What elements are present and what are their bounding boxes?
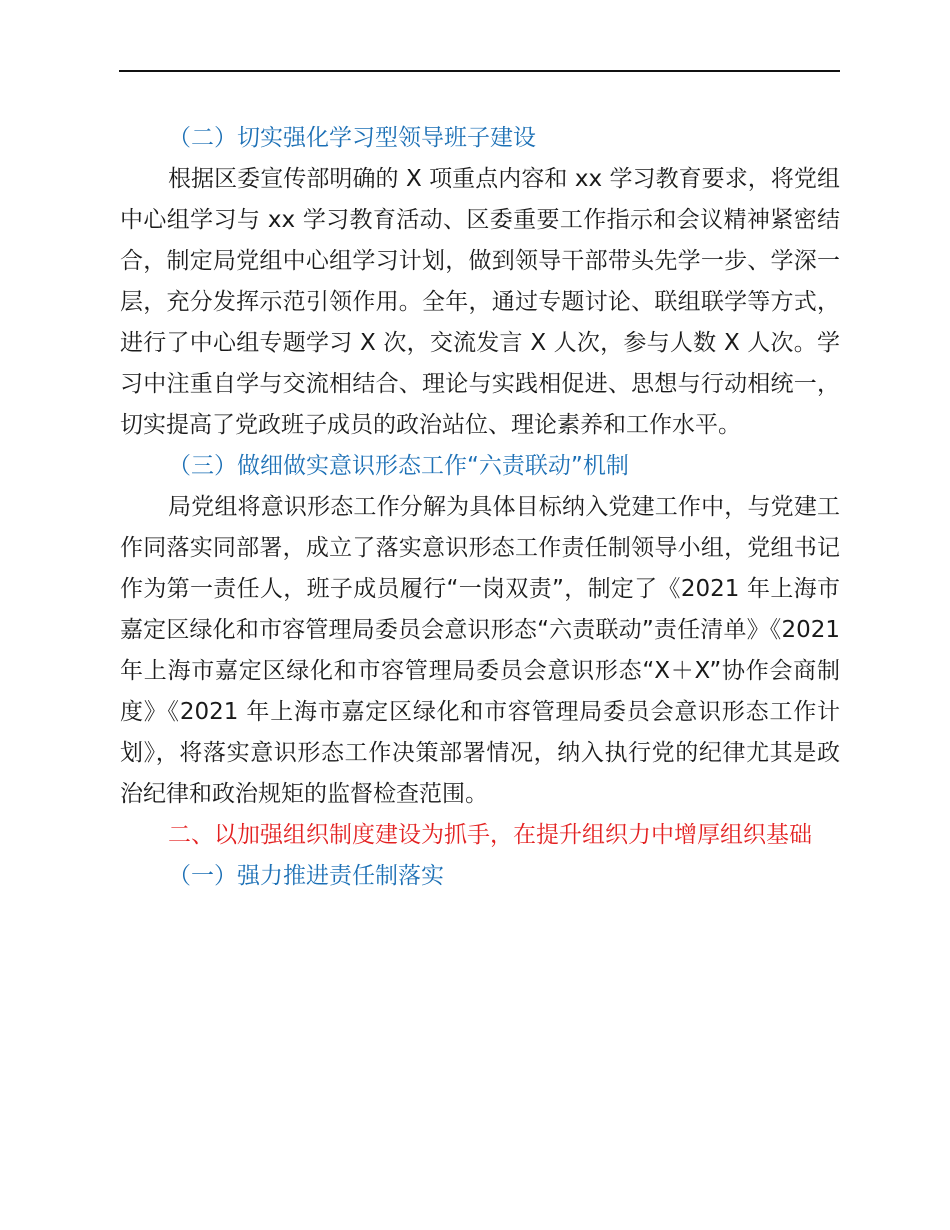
document-body: [120, 118, 840, 897]
section-heading-2: 二、以加强组织制度建设为抓手，在提升组织力中增厚组织基础: [168, 822, 812, 848]
subheading-1: （一）强力推进责任制落实: [168, 863, 444, 889]
subheading-3: （三）做细做实意识形态工作“六责联动”机制: [168, 453, 629, 479]
header-rule: [119, 70, 840, 72]
subheading-2: （二）切实强化学习型领导班子建设: [168, 125, 536, 151]
body-paragraph-2: 局党组将意识形态工作分解为具体目标纳入党建工作中，与党建工作同落实同部署，成立了落实意识形态工作责任制领导小组，党组书记作为第一责任人，班子成员履行“一岗双责”，制定了《2021 年上海市嘉定区绿化和市容管理局委员会意识形态“六责联动”责任清单》《2021 年上海市嘉定区绿化和市容管理局委员会意识形态“X＋X”协作会商制度》《2021 年上海市嘉定区绿化和市容管理局委员会意识形态工作计划》，将落实意识形态工作决策部署情况，纳入执行党的纪律尤其是政治纪律和政治规矩的监督检查范围。: [120, 494, 840, 807]
body-paragraph-1: 根据区委宣传部明确的 X 项重点内容和 xx 学习教育要求，将党组中心组学习与 xx 学习教育活动、区委重要工作指示和会议精神紧密结合，制定局党组中心组学习计划，做到领导干部带头先学一步、学深一层，充分发挥示范引领作用。全年，通过专题讨论、联组联学等方式，进行了中心组专题学习 X 次，交流发言 X 人次，参与人数 X 人次。学习中注重自学与交流相结合、理论与实践相促进、思想与行动相统一，切实提高了党政班子成员的政治站位、理论素养和工作水平。: [120, 166, 840, 438]
